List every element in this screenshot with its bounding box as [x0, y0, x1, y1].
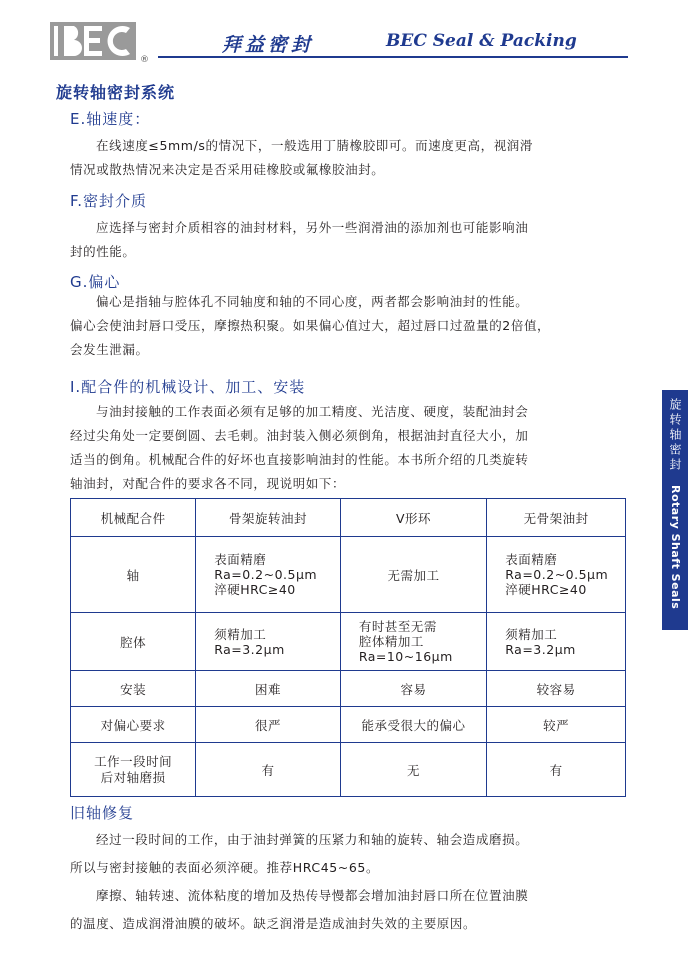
- table-cell: 有: [487, 743, 626, 797]
- mating-parts-table: [70, 498, 626, 797]
- table-cell: 较容易: [487, 671, 626, 707]
- section-heading-shaft-repair: 旧轴修复: [70, 804, 135, 822]
- page-title: 旋转轴密封系统: [56, 83, 176, 102]
- table-cell: 容易: [340, 671, 486, 707]
- brand-name-en: BEC Seal & Packing: [386, 31, 577, 51]
- section-body-shaft-repair: 经过一段时间的工作，由于油封弹簧的压紧力和轴的旋转、轴会造成磨损。 所以与密封接触的表面必须淬硬。推荐HRC45~65。 摩擦、轴转速、流体粘度的增加及热传导慢都会增加油封唇口所在位置油膜 的温度、造成润滑油膜的破坏。缺乏润滑是造成油封失效的主要原因。: [70, 832, 529, 931]
- table-header-cell: V形环: [340, 499, 486, 537]
- section-heading-mating-parts: I.配合件的机械设计、加工、安装: [70, 378, 306, 396]
- table-row-label: 工作一段时间 后对轴磨损: [71, 743, 196, 797]
- section-body-speed: 在线速度≤5mm/s的情况下，一般选用丁腈橡胶即可。而速度更高，视润滑 情况或散热情况来决定是否采用硅橡胶或氟橡胶油封。: [70, 138, 534, 177]
- side-tab-en: Rotary Shaft Seals: [669, 485, 682, 610]
- table-cell: 须精加工 Ra=3.2μm: [196, 613, 341, 671]
- side-tab-cn: 旋转轴密封: [668, 398, 682, 473]
- table-cell: 无: [340, 743, 486, 797]
- table-cell: 很严: [196, 707, 341, 743]
- table-row-label: 安装: [71, 671, 196, 707]
- bec-logo: [50, 18, 158, 68]
- section-heading-speed: E.轴速度：: [70, 110, 151, 128]
- section-body-mating-parts: 与油封接触的工作表面必须有足够的加工精度、光洁度、硬度，装配油封会 经过尖角处一定要倒圆、去毛刺。油封装入侧必须倒角，根据油封直径大小，加 适当的倒角。机械配合件的好坏也直接影响油封的性能。本书所介绍的几类旋转 轴油封，对配合件的要求各不同，现说明如下：: [70, 404, 529, 491]
- table-header-cell: 机械配合件: [71, 499, 196, 537]
- table-cell: 有时甚至无需 腔体精加工 Ra=10~16μm: [340, 613, 486, 671]
- brand-name-cn: 拜益密封: [222, 34, 315, 56]
- table-header-cell: 骨架旋转油封: [196, 499, 341, 537]
- table-row-label: 对偏心要求: [71, 707, 196, 743]
- table-row-label: 腔体: [71, 613, 196, 671]
- table-cell: 较严: [487, 707, 626, 743]
- table-cell: 能承受很大的偏心: [340, 707, 486, 743]
- side-tab-text: [666, 398, 684, 609]
- section-body-medium: 应选择与密封介质相容的油封材料，另外一些润滑油的添加剂也可能影响油 封的性能。: [70, 220, 529, 259]
- table-row: [71, 537, 626, 613]
- section-heading-eccentricity: G.偏心: [70, 273, 121, 291]
- table-cell: 困难: [196, 671, 341, 707]
- side-tab-rotary-shaft-seals: [662, 390, 688, 630]
- table-row: [71, 707, 626, 743]
- table-header-row: [71, 499, 626, 537]
- table-cell: 表面精磨 Ra=0.2~0.5μm 淬硬HRC≥40: [487, 537, 626, 613]
- table-cell: 表面精磨 Ra=0.2~0.5μm 淬硬HRC≥40: [196, 537, 341, 613]
- table-cell: 有: [196, 743, 341, 797]
- table-cell: 须精加工 Ra=3.2μm: [487, 613, 626, 671]
- section-body-eccentricity: 偏心是指轴与腔体孔不同轴度和轴的不同心度，两者都会影响油封的性能。 偏心会使油封唇口受压，摩擦热积聚。如果偏心值过大，超过唇口过盈量的2倍值， 会发生泄漏。: [70, 294, 551, 357]
- table-row: [71, 671, 626, 707]
- table-row-label: 轴: [71, 537, 196, 613]
- table-cell: 无需加工: [340, 537, 486, 613]
- table-row: [71, 743, 626, 797]
- header-divider: [158, 56, 628, 58]
- section-heading-medium: F.密封介质: [70, 192, 147, 210]
- table-header-cell: 无骨架油封: [487, 499, 626, 537]
- table-row: [71, 613, 626, 671]
- registered-mark: ®: [140, 55, 149, 65]
